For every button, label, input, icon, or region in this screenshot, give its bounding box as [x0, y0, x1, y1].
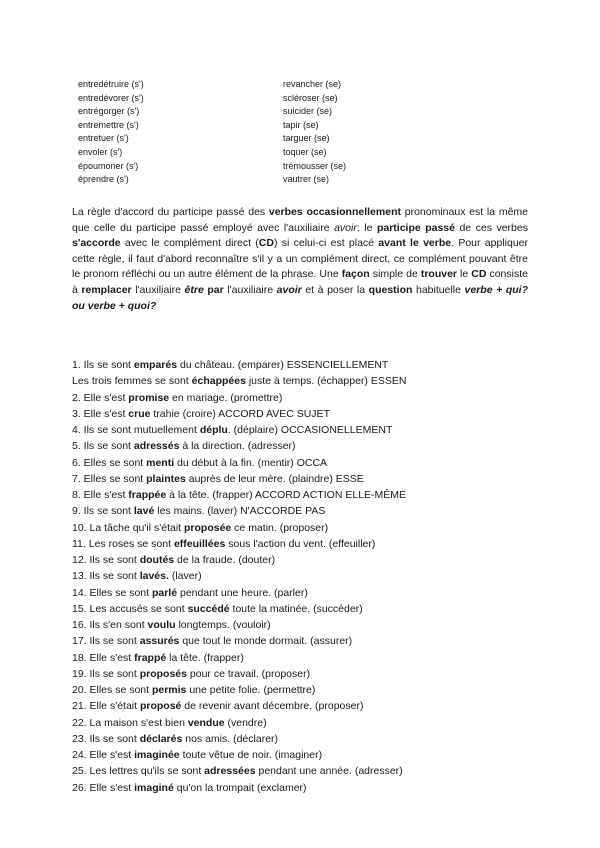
exercise-participle: déclarés	[139, 732, 183, 745]
exercise-line	[72, 406, 542, 422]
exercise-text: 2. Elle s'est	[72, 391, 129, 404]
rule-text-segment: le	[457, 268, 472, 281]
exercise-participle: proposée	[184, 521, 232, 534]
exercise-list	[72, 357, 542, 796]
exercise-participle: promise	[128, 391, 170, 404]
exercise-text: à la direction. (adresser)	[179, 440, 296, 453]
exercise-text: 4. Ils se sont mutuellement	[72, 424, 200, 436]
exercise-line	[72, 715, 542, 731]
exercise-text: juste à temps. (échapper) ESSEN	[245, 375, 407, 388]
verb-column-right	[283, 78, 346, 187]
verb-item: suicider (se)	[283, 106, 333, 117]
exercise-text: les mains. (laver) N'ACCORDE PAS	[154, 505, 326, 518]
verb-item: revancher (se)	[283, 79, 342, 89]
exercise-participle: menti	[146, 456, 175, 469]
exercise-text: nos amis. (déclarer)	[182, 732, 279, 745]
exercise-line	[72, 503, 542, 519]
rule-text-segment: avoir	[276, 283, 302, 296]
exercise-participle: imaginée	[134, 749, 180, 761]
exercise-text: 9. Ils se sont	[72, 505, 134, 518]
exercise-text: de la fraude. (douter)	[174, 554, 276, 566]
exercise-line	[72, 633, 542, 649]
exercise-line	[72, 520, 542, 536]
exercise-text: du château. (emparer) ESSENCIELLEMENT	[177, 359, 389, 371]
rule-text-segment: avec le complément direct (	[120, 237, 259, 250]
rule-text-segment: La règle d'accord du participe passé des	[72, 206, 269, 218]
rule-text-segment: ) si celui-ci est placé	[273, 237, 379, 250]
exercise-participle: plaintes	[146, 472, 186, 485]
rule-text-segment: façon	[341, 268, 370, 281]
verb-item: entrégorger (s')	[78, 106, 140, 117]
exercise-text: 24. Elle s'est	[72, 749, 135, 761]
verb-item: entremettre (s')	[78, 119, 139, 130]
exercise-line	[72, 763, 542, 779]
exercise-participle: lavés.	[139, 570, 169, 583]
rule-text-segment: l'auxiliaire	[223, 283, 277, 296]
exercise-text: en mariage. (promettre)	[169, 391, 283, 404]
rule-text-segment: être	[184, 283, 204, 296]
exercise-participle: effeuillées	[173, 537, 226, 550]
exercise-participle: frappée	[128, 489, 167, 501]
exercise-line	[72, 585, 542, 601]
exercise-text: 12. Ils se sont	[72, 554, 140, 566]
exercise-line	[72, 438, 542, 454]
exercise-line	[72, 373, 542, 389]
exercise-text: 8. Elle s'est	[72, 489, 129, 501]
exercise-line	[72, 422, 542, 438]
exercise-participle: lavé	[133, 505, 155, 518]
exercise-text: trahie (croire) ACCORD AVEC SUJET	[150, 407, 330, 420]
exercise-participle: adressées	[204, 765, 256, 778]
verb-item: trémousser (se)	[283, 160, 347, 171]
exercise-text: (laver)	[168, 570, 202, 583]
verb-item: époumoner (s')	[78, 160, 139, 171]
exercise-line	[72, 455, 542, 471]
rule-text-segment: par	[207, 283, 224, 296]
rule-text-segment: verbes occasionnellement	[268, 206, 401, 218]
exercise-text: que tout le monde dormait. (assurer)	[179, 635, 353, 648]
rule-text-segment: pronominaux est la même que celle du participe passé employé avec l'auxiliaire	[72, 206, 528, 234]
exercise-text: 21. Elle s'était	[72, 700, 140, 713]
exercise-participle: doutés	[139, 554, 175, 566]
exercise-participle: frappé	[134, 651, 167, 664]
exercise-text: 26. Elle s'est	[72, 781, 135, 794]
exercise-text: (vendre)	[224, 716, 267, 729]
rule-text-segment: de ces verbes	[454, 221, 528, 234]
exercise-line	[72, 601, 542, 617]
exercise-text: 22. La maison s'est bien	[72, 716, 188, 729]
rule-text-segment: question	[368, 283, 413, 296]
rule-text-segment: avoir	[334, 221, 357, 234]
exercise-text: toute vêtue de noir. (imaginer)	[179, 749, 323, 761]
exercise-text: pendant une heure. (parler)	[177, 586, 308, 599]
exercise-participle: déplu	[199, 424, 228, 436]
rule-text-segment: avant le verbe	[378, 237, 452, 250]
exercise-line	[72, 617, 542, 633]
exercise-text: 17. Ils se sont	[72, 635, 140, 648]
verb-item: entretuer (s')	[78, 133, 129, 144]
rule-text-segment: verbe + qui? ou verbe + quoi?	[72, 283, 528, 312]
exercise-text: pour ce travail. (proposer)	[186, 667, 311, 680]
exercise-line	[72, 698, 542, 714]
exercise-participle: adressés	[133, 440, 180, 453]
exercise-text: une petite folie. (permettre)	[186, 684, 316, 696]
exercise-text: à la tête. (frapper) ACCORD ACTION ELLE-MÊME	[166, 489, 407, 501]
exercise-text: 6. Elles se sont	[72, 456, 147, 469]
exercise-text: Les trois femmes se sont	[72, 375, 192, 388]
verb-item: targuer (se)	[283, 133, 330, 144]
exercise-line	[72, 552, 542, 568]
exercise-line	[72, 650, 542, 666]
exercise-text: 5. Ils se sont	[72, 440, 134, 453]
exercise-participle: échappées	[191, 375, 246, 388]
exercise-text: 3. Elle s'est	[72, 407, 129, 420]
exercise-text: 25. Les lettres qu'ils se sont	[72, 765, 205, 778]
exercise-text: longtemps. (vouloir)	[175, 619, 271, 631]
exercise-line	[72, 666, 542, 682]
exercise-line	[72, 780, 542, 796]
verb-item: envoler (s')	[78, 146, 123, 157]
exercise-text: 11. Les roses se sont	[72, 537, 174, 550]
exercise-text: auprès de leur mère. (plaindre) ESSE	[185, 472, 364, 485]
exercise-text: du début à la fin. (mentir) OCCA	[174, 456, 328, 469]
exercise-text: la tête. (frapper)	[166, 651, 244, 664]
rule-text-segment: et à poser la	[301, 283, 369, 296]
verb-item: tapir (se)	[283, 119, 319, 130]
exercise-line	[72, 357, 542, 373]
exercise-line	[72, 536, 542, 552]
exercise-text: 19. Ils se sont	[72, 667, 140, 680]
rule-text-segment: CD	[471, 268, 487, 281]
exercise-participle: voulu	[147, 619, 176, 631]
verb-item: toquer (se)	[283, 146, 327, 157]
exercise-text: 15. Les accusés se sont	[72, 602, 188, 615]
rule-text-segment: remplacer	[81, 283, 132, 296]
verb-item: entredévorer (s')	[78, 92, 144, 103]
rule-paragraph	[72, 205, 528, 314]
exercise-line	[72, 731, 542, 747]
exercise-text: 20. Elles se sont	[72, 684, 152, 696]
rule-text-segment: consiste à	[72, 268, 528, 296]
verb-column-left	[78, 78, 144, 187]
exercise-text: 1. Ils se sont	[72, 359, 134, 371]
rule-text-segment: trouver	[420, 268, 458, 281]
exercise-text: 7. Elles se sont	[72, 472, 147, 485]
exercise-participle: assurés	[139, 635, 180, 648]
exercise-text: 10. La tâche qu'il s'était	[72, 521, 184, 534]
exercise-participle: permis	[151, 684, 187, 696]
rule-text-segment: simple de	[369, 268, 421, 281]
verb-item: scléroser (se)	[283, 92, 338, 103]
exercise-participle: proposé	[139, 700, 182, 713]
exercise-text: ce matin. (proposer)	[231, 521, 329, 534]
verb-item: vautrer (se)	[283, 174, 330, 185]
exercise-participle: parlé	[151, 586, 178, 599]
rule-text-segment: l'auxiliaire	[131, 283, 185, 296]
exercise-line	[72, 747, 542, 763]
exercise-participle: succédé	[187, 602, 230, 615]
rule-text-segment: s'accorde	[72, 237, 121, 250]
exercise-participle: emparés	[133, 359, 178, 371]
exercise-line	[72, 471, 542, 487]
rule-text-segment: : le	[356, 221, 377, 234]
rule-text-segment: participe passé	[376, 221, 455, 234]
exercise-text: . (déplaire) OCCASIONELLEMENT	[227, 424, 393, 436]
exercise-participle: proposés	[139, 667, 187, 680]
exercise-text: de revenir avant décembre. (proposer)	[181, 700, 364, 713]
exercise-text: qu'on la trompait (exclamer)	[173, 781, 307, 794]
exercise-text: 13. Ils se sont	[72, 570, 140, 583]
exercise-text: 23. Ils se sont	[72, 732, 140, 745]
rule-text-segment: habituelle	[412, 283, 465, 296]
exercise-text: 18. Elle s'est	[72, 651, 135, 664]
exercise-participle: imaginé	[134, 781, 174, 794]
exercise-participle: vendue	[187, 716, 225, 729]
rule-text-segment: . Pour appliquer cette règle, il faut d'abord reconnaître s'il y a un complément direct, ce complément pouvant être le pronom réfléchi ou un autre élément de la phrase. Une	[72, 237, 528, 281]
exercise-text: 16. Ils s'en sont	[72, 619, 148, 631]
exercise-line	[72, 487, 542, 503]
exercise-text: sous l'action du vent. (effeuiller)	[225, 537, 376, 550]
verb-item: éprendre (s')	[78, 174, 129, 185]
rule-text-segment: CD	[258, 237, 274, 250]
exercise-text: pendant une année. (adresser)	[255, 765, 403, 778]
exercise-line	[72, 390, 542, 406]
exercise-line	[72, 568, 542, 584]
exercise-participle: crue	[128, 407, 151, 420]
exercise-line	[72, 682, 542, 698]
exercise-text: toute la matinée. (succéder)	[229, 602, 363, 615]
verb-item: entredétruire (s')	[78, 79, 144, 89]
exercise-text: 14. Elles se sont	[72, 586, 152, 599]
